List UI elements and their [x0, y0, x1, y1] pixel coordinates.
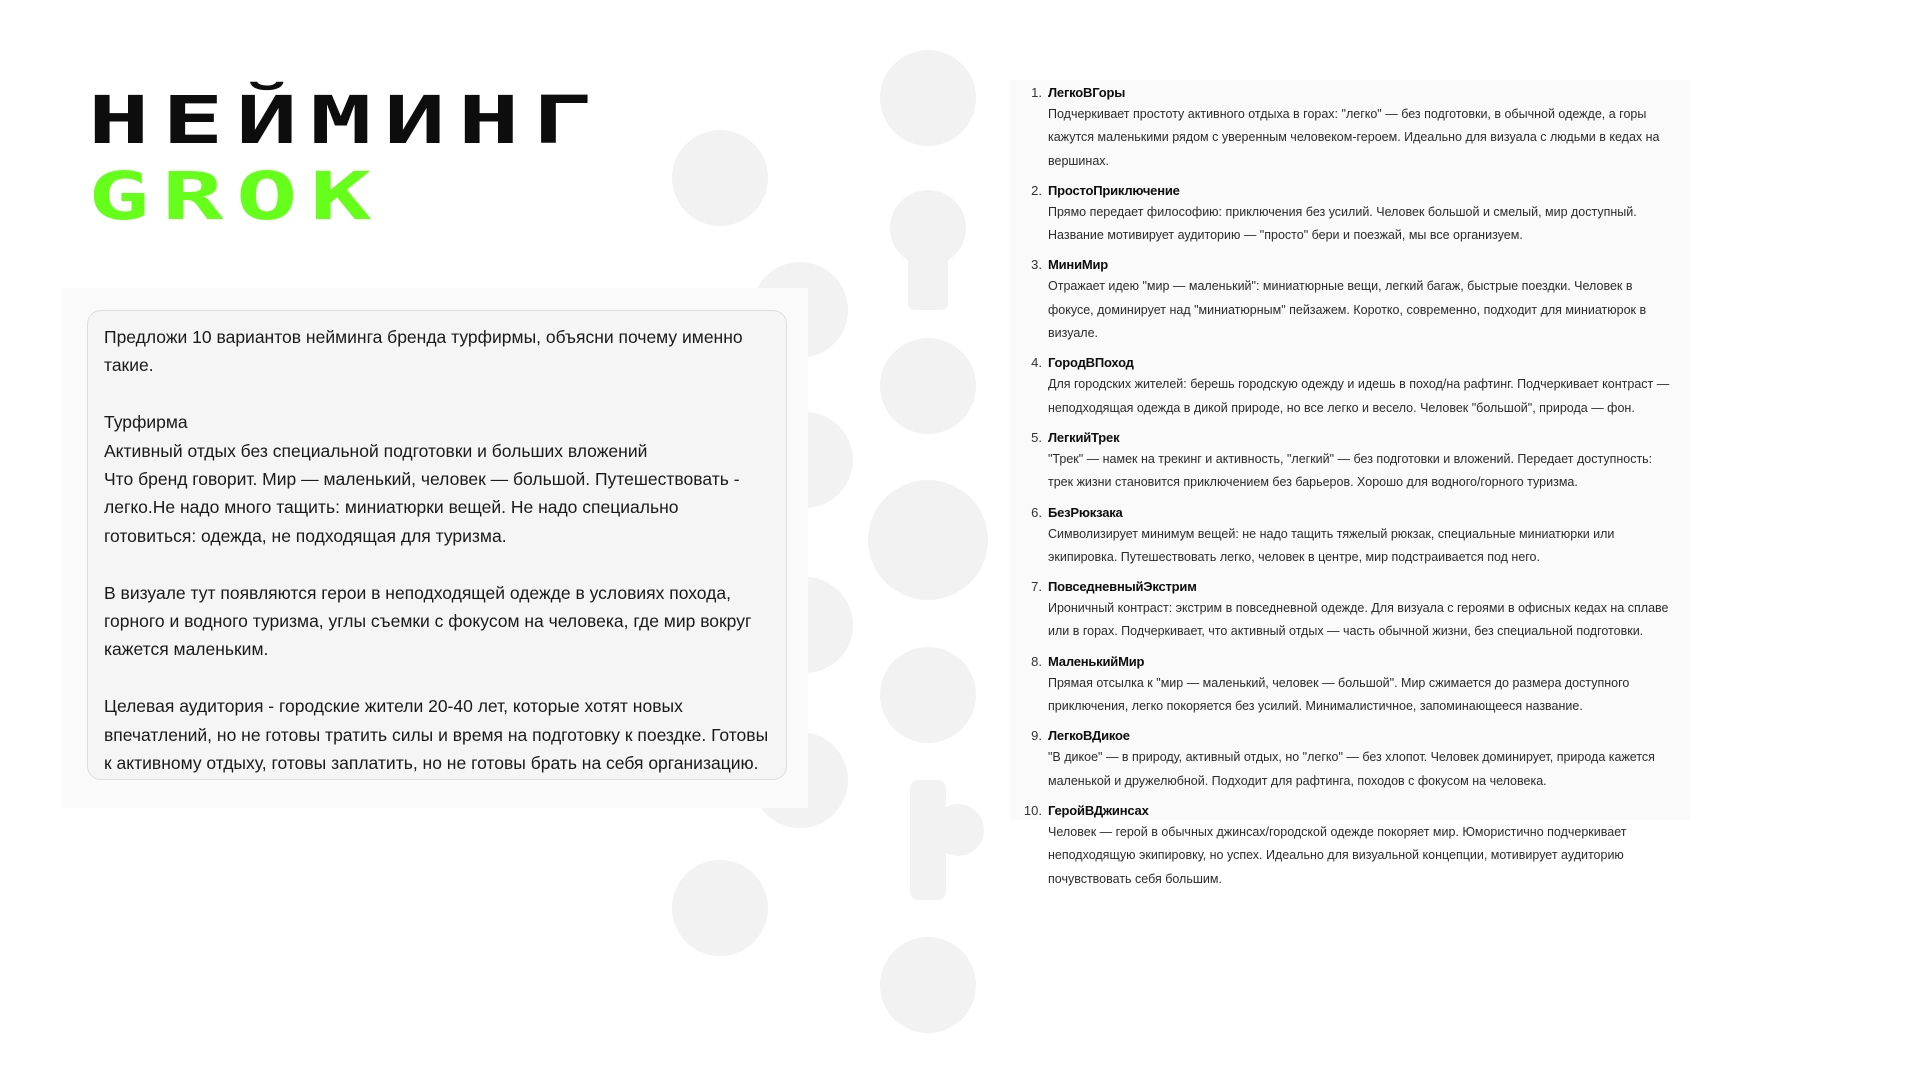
- brand-name: МиниМир: [1048, 257, 1109, 273]
- decor-circle: [880, 937, 976, 1033]
- prompt-visual: В визуале тут появляются герои в неподходящей одежде в условиях похода, горного и водного туризма, углы съемки с фокусом на человека, где мир вокруг кажется маленьким.: [104, 582, 752, 660]
- brand-description: Человек — герой в обычных джинсах/городской одежде покоряет мир. Юмористично подчеркивает неподходящую экипировку, но успех. Идеально для визуальной концепции, мотивирует аудиторию почувствовать себя большим.: [1048, 824, 1627, 886]
- list-item: [1018, 651, 1673, 719]
- brand-description: Ироничный контраст: экстрим в повседневной одежде. Для визуала с героями в офисных кедах на сплаве или в горах. Подчеркивает, что активный отдых — часть обычной жизни, без специальной подготовки.: [1048, 601, 1669, 639]
- prompt-brand-message: Что бренд говорит. Мир — маленький, человек — большой. Путешествовать - легко.Не надо много тащить: миниатюрки вещей. Не надо специально готовиться: одежда, не подходящая для туризма.: [104, 469, 740, 546]
- decor-circle: [868, 480, 988, 600]
- brand-description: "Трек" — намек на трекинг и активность, "легкий" — без подготовки и вложений. Передает доступность: трек жизни становится приключением без барьеров. Хорошо для водного/горного туризма.: [1048, 451, 1653, 490]
- list-item: [1018, 502, 1673, 570]
- brand-description: Подчеркивает простоту активного отдыха в горах: "легко" — без подготовки, в обычной одежде, а горы кажутся маленькими рядом с уверенным человеком-героем. Идеально для визуала с людьми в кедах на вершинах.: [1048, 107, 1660, 168]
- decor-circle: [932, 804, 984, 856]
- decor-circle: [880, 50, 976, 146]
- prompt-company: Турфирма: [104, 412, 188, 433]
- item-number: 2.: [1031, 182, 1042, 198]
- brand-name: ГеройВДжинсах: [1048, 802, 1149, 818]
- brand-description: "В дикое" — в природу, активный отдых, но "легко" — без хлопот. Человек доминирует, природа кажется маленькой и дружелюбной. Подходит для рафтинга, походов с фокусом на человека.: [1048, 750, 1655, 788]
- brand-name: ЛегкоВГоры: [1048, 85, 1126, 100]
- decor-circle: [672, 860, 768, 956]
- brand-name: МаленькийМир: [1048, 653, 1145, 669]
- brand-name: БезРюкзака: [1048, 504, 1123, 520]
- brand-description: Отражает идею "мир — маленький": миниатюрные вещи, легкий багаж, быстрые поездки. Человек в фокусе, доминирует над "миниатюрным" пейзажем. Коротко, современно, подходит для миниатюрок в визуале.: [1048, 279, 1647, 341]
- brand-description: Прямая отсылка к "мир — маленький, человек — большой". Мир сжимается до размера доступного приключения, легко покоряется без усилий. Минималистичное, запоминающееся название.: [1048, 675, 1630, 714]
- paragraph-gap: [104, 380, 770, 408]
- paragraph-gap: [104, 550, 770, 578]
- item-number: 1.: [1031, 85, 1042, 100]
- title-naming: НЕЙМИНГ: [88, 82, 606, 159]
- naming-answer-list: [1018, 82, 1673, 898]
- brand-description: Прямо передает философию: приключения без усилий. Человек большой и смелый, мир доступный. Название мотивирует аудиторию — "просто" бери и поезжай, мы все организуем.: [1048, 204, 1637, 243]
- item-number: 7.: [1031, 579, 1042, 595]
- list-item: [1018, 427, 1673, 495]
- brand-name: ПростоПриключение: [1048, 182, 1180, 198]
- item-number: 5.: [1031, 429, 1042, 445]
- list-item: [1018, 254, 1673, 345]
- title-grok: GROK: [88, 158, 384, 235]
- list-item: [1018, 576, 1673, 644]
- decor-bar: [908, 250, 948, 310]
- item-number: 10.: [1023, 802, 1042, 818]
- list-item: [1018, 180, 1673, 248]
- decor-circle: [672, 130, 768, 226]
- item-number: 6.: [1031, 504, 1042, 520]
- prompt-company-description: Активный отдых без специальной подготовки и больших вложений: [104, 440, 648, 461]
- list-item: [1018, 725, 1673, 793]
- brand-name: ЛегкийТрек: [1048, 429, 1120, 445]
- brand-name: ЛегкоВДикое: [1048, 728, 1130, 744]
- item-number: 4.: [1031, 355, 1042, 371]
- list-item: [1018, 800, 1673, 891]
- list-item: [1018, 82, 1673, 173]
- decor-circle: [880, 338, 976, 434]
- brand-name: ГородВПоход: [1048, 355, 1134, 371]
- decor-circle: [880, 647, 976, 743]
- prompt-message: [87, 310, 787, 780]
- item-number: 3.: [1031, 257, 1042, 273]
- prompt-request: Предложи 10 вариантов нейминга бренда турфирмы, объясни почему именно такие.: [104, 327, 743, 376]
- paragraph-gap: [104, 664, 770, 692]
- item-number: 9.: [1031, 728, 1042, 744]
- brand-description: Символизирует минимум вещей: не надо тащить тяжелый рюкзак, специальные миниатюрки или экипировка. Путешествовать легко, человек в центре, мир подстраивается под него.: [1048, 526, 1615, 564]
- brand-description: Для городских жителей: берешь городскую одежду и идешь в поход/на рафтинг. Подчеркивает контраст — неподходящая одежда в дикой природе, но все легко и весело. Человек "большой", природа — фон.: [1048, 377, 1670, 415]
- item-number: 8.: [1031, 653, 1042, 669]
- brand-name: ПовседневныйЭкстрим: [1048, 579, 1197, 595]
- page-title: [88, 82, 606, 235]
- list-item: [1018, 352, 1673, 420]
- prompt-audience: Целевая аудитория - городские жители 20-40 лет, которые хотят новых впечатлений, но не готовы тратить силы и время на подготовку к поездке. Готовы к активному отдыху, готовы заплатить, но не готовы брать на себя организацию.: [104, 696, 769, 774]
